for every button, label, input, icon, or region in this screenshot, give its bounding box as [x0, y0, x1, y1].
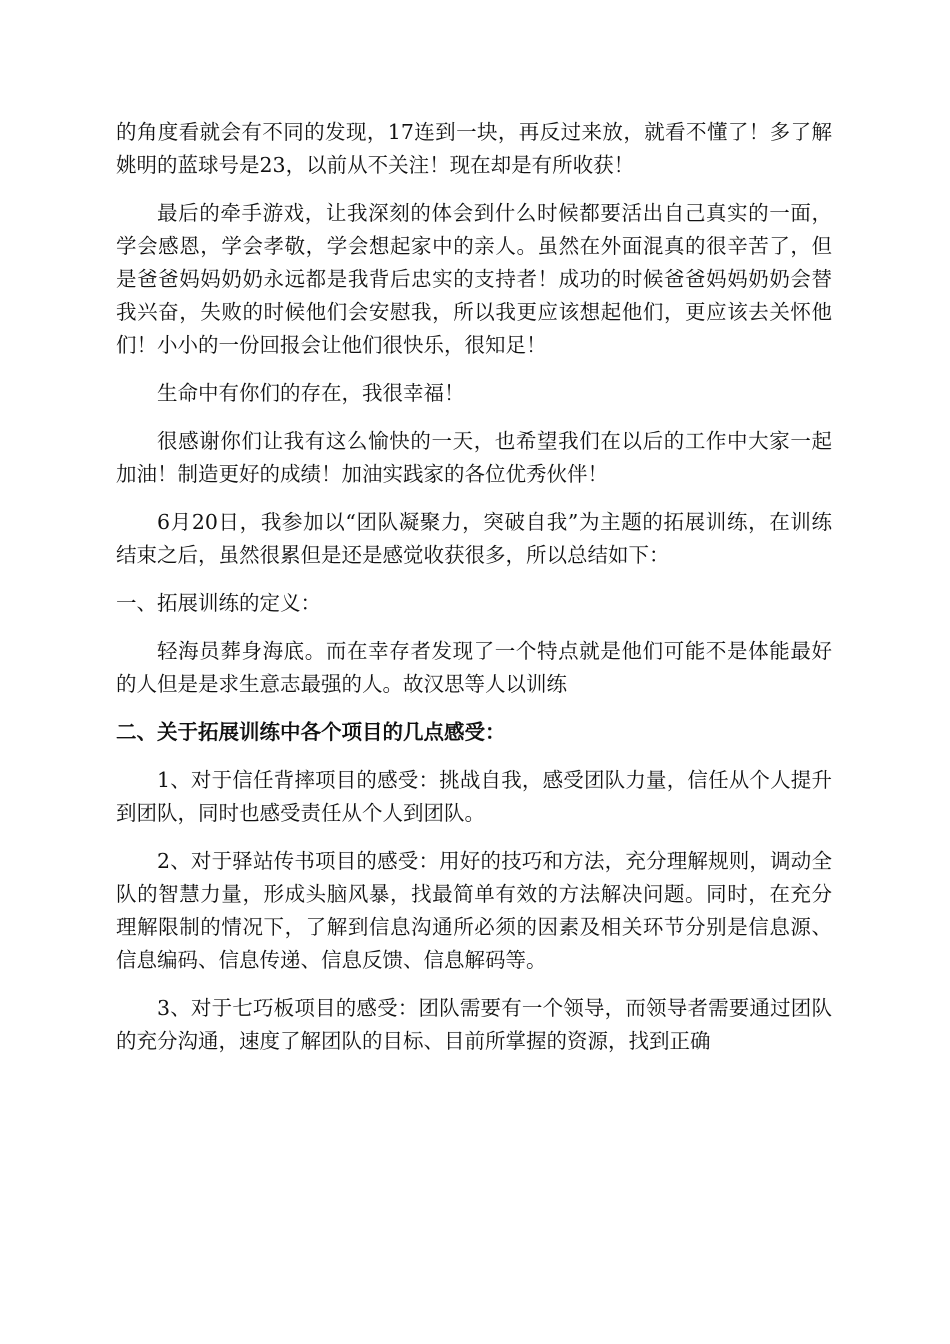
paragraph-3: 生命中有你们的存在，我很幸福！ [157, 381, 465, 405]
section-heading-1: 一、拓展训练的定义： [116, 591, 321, 615]
paragraph-10: 2、对于驿站传书项目的感受：用好的技巧和方法，充分理解规则，调动全队的智慧力量，形成头脑风暴，找最简单有效的方法解决问题。同时，在充分理解限制的情况下，了解到信息沟通所必须的因素及相关环节分别是信息源、信息编码、信息传递、信息反馈、信息解码等。 [116, 849, 832, 972]
paragraph-9: 1、对于信任背摔项目的感受：挑战自我，感受团队力量，信任从个人提升到团队，同时也感受责任从个人到团队。 [116, 768, 832, 825]
paragraph-7: 轻海员葬身海底。而在幸存者发现了一个特点就是他们可能不是体能最好的人但是是求生意志最强的人。故汉思等人以训练 [116, 639, 832, 696]
paragraph-2: 最后的牵手游戏，让我深刻的体会到什么时候都要活出自己真实的一面，学会感恩，学会孝敬，学会想起家中的亲人。虽然在外面混真的很辛苦了，但是爸爸妈妈奶奶永远都是我背后忠实的支持者！成功的时候爸爸妈妈奶奶会替我兴奋，失败的时候他们会安慰我，所以我更应该想起他们，更应该去关怀他们！小小的一份回报会让他们很快乐，很知足！ [116, 201, 832, 357]
paragraph-11: 3、对于七巧板项目的感受：团队需要有一个领导，而领导者需要通过团队的充分沟通，速度了解团队的目标、目前所掌握的资源，找到正确 [116, 996, 832, 1053]
paragraph-4: 很感谢你们让我有这么愉快的一天，也希望我们在以后的工作中大家一起加油！制造更好的成绩！加油实践家的各位优秀伙伴！ [116, 429, 832, 486]
paragraph-1: 的角度看就会有不同的发现，17连到一块，再反过来放，就看不懂了！多了解姚明的蓝球号是23，以前从不关注！现在却是有所收获！ [116, 120, 832, 177]
section-heading-2: 二、关于拓展训练中各个项目的几点感受： [116, 720, 506, 744]
document-page [116, 116, 832, 1073]
paragraph-5: 6月20日，我参加以“团队凝聚力，突破自我”为主题的拓展训练，在训练结束之后，虽然很累但是还是感觉收获很多，所以总结如下： [116, 510, 832, 567]
